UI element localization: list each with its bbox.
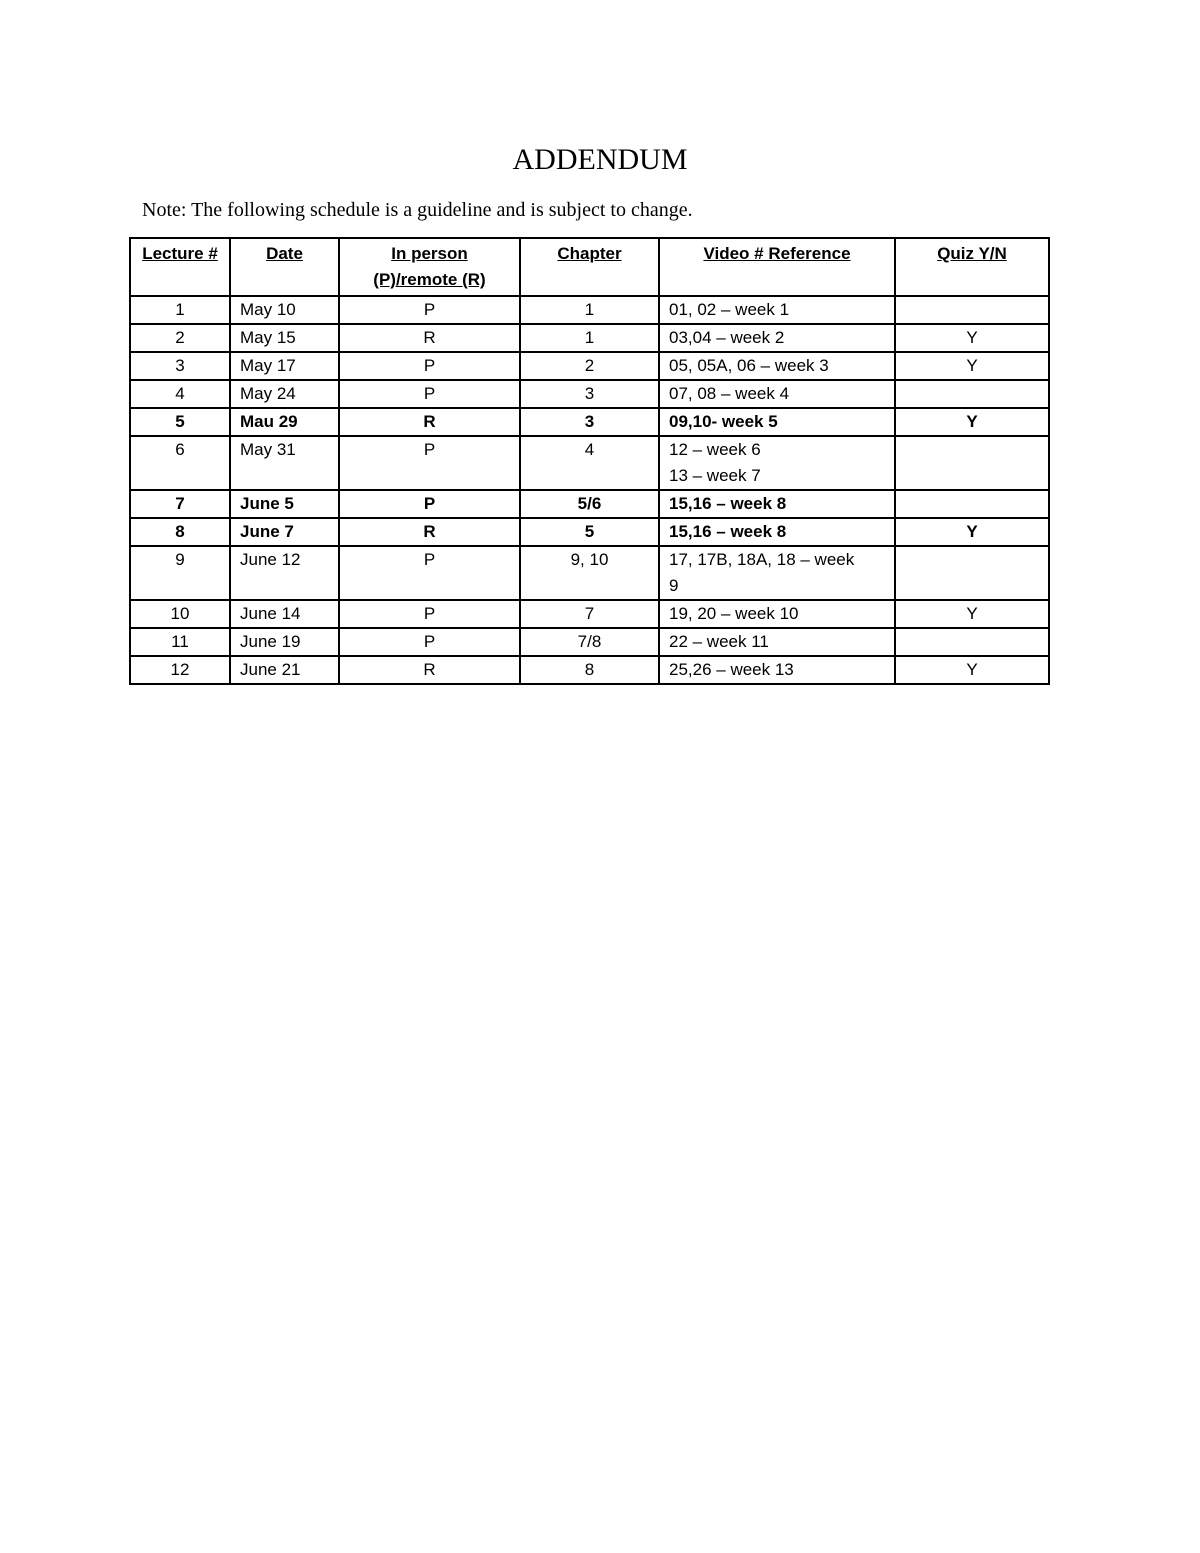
table-row (130, 408, 1049, 436)
cell-chapter: 8 (520, 656, 659, 684)
cell-quiz (895, 296, 1049, 324)
video-reference-line: 03,04 – week 2 (669, 328, 785, 347)
cell-mode: P (339, 436, 520, 490)
cell-video-reference (659, 518, 895, 546)
header-chapter: Chapter (520, 238, 659, 296)
video-reference-line: 15,16 – week 8 (669, 494, 787, 513)
cell-video-reference (659, 436, 895, 490)
cell-video-reference (659, 380, 895, 408)
page-title: ADDENDUM (512, 143, 688, 176)
video-reference-line: 05, 05A, 06 – week 3 (669, 356, 829, 375)
cell-date: Mau 29 (230, 408, 339, 436)
video-reference-line: 22 – week 11 (669, 632, 769, 651)
video-reference-line: 15,16 – week 8 (669, 522, 787, 541)
cell-lecture: 5 (130, 408, 230, 436)
cell-chapter: 9, 10 (520, 546, 659, 600)
cell-lecture: 11 (130, 628, 230, 656)
cell-mode: R (339, 324, 520, 352)
cell-date: May 31 (230, 436, 339, 490)
video-reference-line: 07, 08 – week 4 (669, 384, 790, 403)
header-mode: In person (P)/remote (R) (339, 238, 520, 296)
cell-date: June 21 (230, 656, 339, 684)
cell-mode: P (339, 380, 520, 408)
cell-date: May 15 (230, 324, 339, 352)
cell-lecture: 10 (130, 600, 230, 628)
cell-date: May 24 (230, 380, 339, 408)
cell-lecture: 9 (130, 546, 230, 600)
cell-mode: R (339, 518, 520, 546)
cell-video-reference (659, 352, 895, 380)
cell-quiz (895, 546, 1049, 600)
cell-quiz: Y (895, 600, 1049, 628)
cell-video-reference (659, 296, 895, 324)
table-row (130, 436, 1049, 490)
table-row (130, 628, 1049, 656)
cell-video-reference (659, 628, 895, 656)
table-row (130, 546, 1049, 600)
header-video-reference: Video # Reference (659, 238, 895, 296)
cell-chapter: 2 (520, 352, 659, 380)
header-date: Date (230, 238, 339, 296)
video-reference-line: 12 – week 6 (669, 440, 761, 459)
header-quiz: Quiz Y/N (895, 238, 1049, 296)
cell-date: June 14 (230, 600, 339, 628)
schedule-table (129, 237, 1050, 685)
cell-mode: P (339, 628, 520, 656)
table-row (130, 380, 1049, 408)
video-reference-line: 17, 17B, 18A, 18 – week (669, 550, 855, 569)
cell-mode: P (339, 546, 520, 600)
cell-lecture: 1 (130, 296, 230, 324)
cell-quiz (895, 380, 1049, 408)
cell-date: May 10 (230, 296, 339, 324)
cell-video-reference (659, 490, 895, 518)
cell-mode: P (339, 490, 520, 518)
cell-chapter: 7/8 (520, 628, 659, 656)
table-row (130, 352, 1049, 380)
video-reference-line: 13 – week 7 (669, 466, 761, 485)
cell-chapter: 1 (520, 324, 659, 352)
cell-date: June 19 (230, 628, 339, 656)
cell-chapter: 3 (520, 408, 659, 436)
cell-date: May 17 (230, 352, 339, 380)
cell-quiz: Y (895, 324, 1049, 352)
cell-chapter: 5/6 (520, 490, 659, 518)
video-reference-line: 9 (669, 576, 679, 595)
cell-quiz: Y (895, 656, 1049, 684)
table-row (130, 324, 1049, 352)
cell-chapter: 7 (520, 600, 659, 628)
cell-chapter: 4 (520, 436, 659, 490)
cell-mode: P (339, 600, 520, 628)
video-reference-line: 25,26 – week 13 (669, 660, 794, 679)
table-row (130, 490, 1049, 518)
cell-video-reference (659, 408, 895, 436)
cell-lecture: 7 (130, 490, 230, 518)
schedule-note: Note: The following schedule is a guideline and is subject to change. (142, 199, 693, 221)
cell-mode: R (339, 656, 520, 684)
cell-lecture: 4 (130, 380, 230, 408)
table-row (130, 656, 1049, 684)
cell-video-reference (659, 656, 895, 684)
header-lecture: Lecture # (130, 238, 230, 296)
cell-date: June 5 (230, 490, 339, 518)
video-reference-line: 09,10- week 5 (669, 412, 778, 431)
table-header-row (130, 238, 1049, 296)
cell-lecture: 2 (130, 324, 230, 352)
cell-chapter: 3 (520, 380, 659, 408)
cell-quiz (895, 490, 1049, 518)
cell-lecture: 12 (130, 656, 230, 684)
cell-video-reference (659, 324, 895, 352)
cell-chapter: 5 (520, 518, 659, 546)
cell-date: June 12 (230, 546, 339, 600)
cell-quiz: Y (895, 518, 1049, 546)
cell-mode: R (339, 408, 520, 436)
cell-lecture: 3 (130, 352, 230, 380)
table-row (130, 518, 1049, 546)
cell-mode: P (339, 352, 520, 380)
cell-lecture: 6 (130, 436, 230, 490)
video-reference-line: 19, 20 – week 10 (669, 604, 799, 623)
cell-quiz: Y (895, 408, 1049, 436)
schedule-body (130, 296, 1049, 684)
cell-video-reference (659, 600, 895, 628)
video-reference-line: 01, 02 – week 1 (669, 300, 790, 319)
table-row (130, 600, 1049, 628)
cell-lecture: 8 (130, 518, 230, 546)
cell-date: June 7 (230, 518, 339, 546)
table-row (130, 296, 1049, 324)
cell-quiz (895, 628, 1049, 656)
cell-quiz (895, 436, 1049, 490)
cell-quiz: Y (895, 352, 1049, 380)
cell-chapter: 1 (520, 296, 659, 324)
cell-mode: P (339, 296, 520, 324)
cell-video-reference (659, 546, 895, 600)
